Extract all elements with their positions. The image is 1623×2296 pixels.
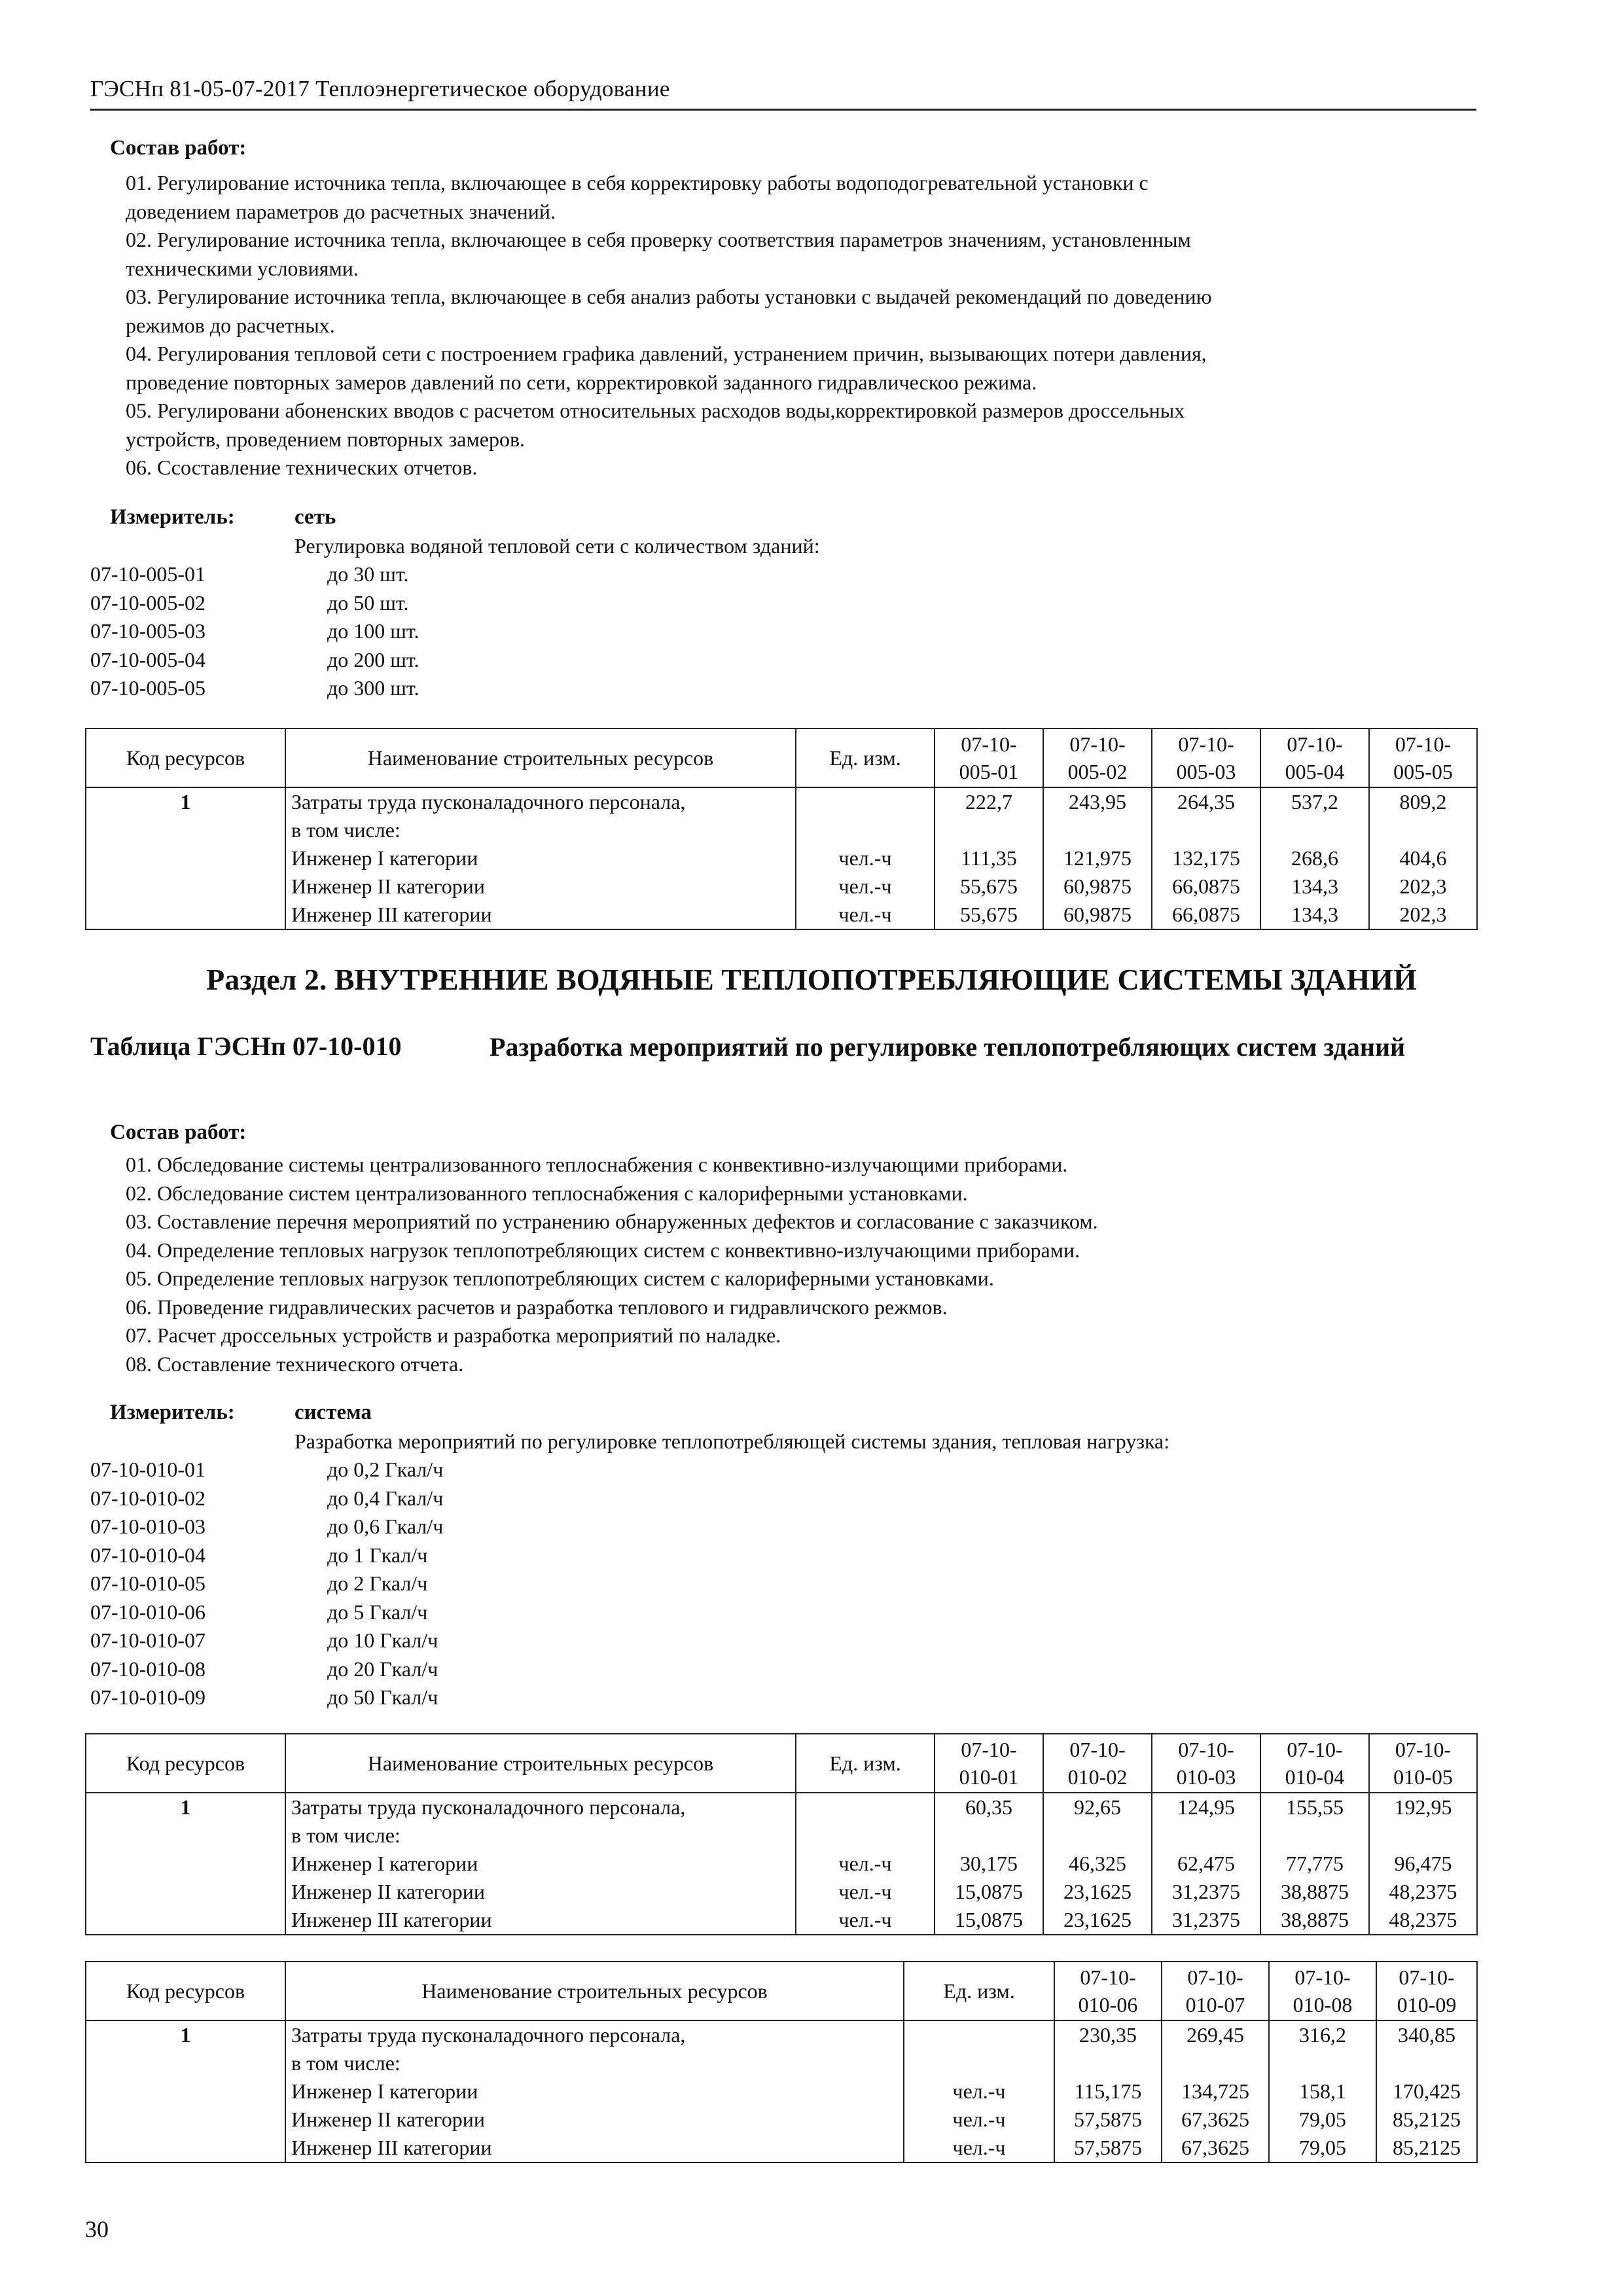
resource-values [1152, 787, 1260, 929]
resource-value: 134,3 [1291, 874, 1338, 898]
resource-value: 55,675 [960, 874, 1018, 898]
resource-value: 48,2375 [1389, 1880, 1457, 1903]
resource-name: Инженер I категории [291, 2079, 478, 2103]
header-column-code [1269, 1962, 1376, 2020]
code-description: до 300 шт. [327, 676, 419, 700]
resource-value: 96,475 [1394, 1852, 1452, 1875]
composition-heading: Состав работ: [110, 136, 247, 160]
composition-line: доведением параметров до расчетных значений. [126, 199, 556, 223]
meter-description: Регулировка водяной тепловой сети с количеством зданий: [294, 534, 820, 558]
resource-values [1376, 2020, 1477, 2162]
resource-value: 230,35 [1079, 2023, 1137, 2047]
resource-value: 170,425 [1393, 2079, 1461, 2103]
code-value: 07-10-010-09 [90, 1685, 205, 1709]
resource-value [940, 1821, 1037, 1850]
resource-unit [910, 2049, 1048, 2077]
resource-value: 92,65 [1074, 1795, 1121, 1819]
resource-name: Инженер II категории [291, 874, 485, 898]
resource-name: Инженер III категории [291, 2136, 492, 2159]
resource-value: 66,0875 [1172, 874, 1240, 898]
resource-table-010-b [85, 1961, 1478, 2163]
resource-value [1275, 2049, 1370, 2077]
header-column-part: 07-10- [1069, 1738, 1126, 1761]
resource-value: 55,675 [960, 903, 1018, 926]
composition-line: 02. Регулирование источника тепла, включающее в себя проверку соответствия параметров значениям, установленным [126, 228, 1191, 251]
table-title-text: Разработка мероприятий по регулировке теплопотребляющих систем зданий [490, 1032, 1406, 1062]
composition-line: 04. Регулирования тепловой сети с построением графика давлений, устранением причин, вызывающих потери давления, [126, 342, 1207, 365]
resource-value: 77,775 [1286, 1852, 1344, 1875]
resource-value: 85,2125 [1393, 2108, 1461, 2131]
resource-value: 23,1625 [1063, 1908, 1132, 1931]
composition-line: 03. Составление перечня мероприятий по устранению обнаруженных дефектов и согласование с заказчиком. [126, 1210, 1098, 1233]
header-column-code [1152, 728, 1260, 787]
composition-line: 05. Определение тепловых нагрузок теплопотребляющих систем с калориферными установками. [126, 1266, 994, 1290]
resource-name: Затраты труда пусконаладочного персонала, [291, 2023, 686, 2047]
header-column-part: 07-10- [1294, 1965, 1351, 1989]
resource-value: 111,35 [961, 846, 1017, 870]
resource-value: 537,2 [1291, 790, 1338, 814]
composition-line: 06. Ссоставление технических отчетов. [126, 456, 478, 479]
resource-name: в том числе: [291, 818, 401, 842]
resource-unit: чел.-ч [952, 2108, 1006, 2131]
resource-value: 202,3 [1399, 874, 1447, 898]
resource-units [796, 787, 935, 929]
resource-name: Инженер II категории [291, 1880, 485, 1903]
resource-value: 60,35 [965, 1795, 1012, 1819]
composition-line: 04. Определение тепловых нагрузок теплопотребляющих систем с конвективно-излучающими приборами. [126, 1238, 1080, 1262]
meter-unit: сеть [294, 505, 336, 529]
resource-values [1369, 787, 1477, 929]
resource-value: 38,8875 [1281, 1908, 1349, 1931]
resource-value: 79,05 [1299, 2136, 1346, 2159]
code-value: 07-10-010-06 [90, 1600, 205, 1624]
resource-value: 121,975 [1063, 846, 1132, 870]
resource-values [1162, 2020, 1269, 2162]
resource-values [935, 787, 1043, 929]
code-value: 07-10-010-05 [90, 1571, 205, 1595]
resource-value: 15,0875 [955, 1908, 1023, 1931]
resource-unit: чел.-ч [838, 903, 892, 926]
resource-value: 67,3625 [1181, 2136, 1249, 2159]
code-value: 07-10-010-01 [90, 1458, 205, 1481]
resource-name: Инженер III категории [291, 903, 492, 926]
resource-name: в том числе: [291, 1823, 401, 1847]
header-column-part: 005-02 [1067, 760, 1128, 783]
resource-name: Затраты труда пусконаладочного персонала, [291, 1795, 686, 1819]
code-value: 07-10-005-01 [90, 562, 205, 586]
header-code: Код ресурсов [86, 1962, 285, 2020]
resource-value: 134,3 [1291, 903, 1338, 926]
resource-value: 124,95 [1177, 1795, 1235, 1819]
table-title-label: Таблица ГЭСНп 07-10-010 [90, 1031, 402, 1061]
composition-line: 06. Проведение гидравлических расчетов и разработка теплового и гидравличского режмов. [126, 1295, 948, 1319]
resource-value: 31,2375 [1172, 1880, 1240, 1903]
resource-values [1260, 1793, 1369, 1935]
code-description: до 10 Гкал/ч [327, 1628, 438, 1652]
header-column-part: 010-04 [1285, 1765, 1345, 1789]
meter-label-2: Измеритель: [110, 1401, 235, 1424]
header-code: Код ресурсов [86, 1734, 285, 1793]
header-column-code [1152, 1734, 1260, 1793]
code-value: 07-10-005-04 [90, 647, 205, 672]
resource-name: в том числе: [291, 2051, 401, 2075]
header-column-part: 07-10- [1178, 732, 1234, 756]
resource-names [285, 1793, 796, 1935]
header-column-code [1369, 728, 1477, 787]
code-description: до 0,6 Гкал/ч [327, 1515, 444, 1538]
resource-value: 30,175 [960, 1852, 1018, 1875]
header-column-part: 005-04 [1285, 760, 1345, 783]
resource-name: Затраты труда пусконаладочного персонала, [291, 790, 686, 814]
resource-values [1369, 1793, 1477, 1935]
resource-unit [802, 788, 929, 816]
resource-unit: чел.-ч [838, 1880, 892, 1903]
resource-name: Инженер III категории [291, 1908, 492, 1931]
header-column-part: 010-02 [1067, 1765, 1128, 1789]
header-column-part: 07-10- [1069, 732, 1126, 756]
resource-value: 132,175 [1172, 846, 1240, 870]
resource-unit: чел.-ч [838, 1908, 892, 1931]
resource-value: 809,2 [1399, 790, 1447, 814]
resource-value: 155,55 [1286, 1795, 1344, 1819]
resource-value [1168, 2049, 1263, 2077]
code-description: до 1 Гкал/ч [327, 1543, 428, 1567]
resource-value: 134,725 [1181, 2079, 1249, 2103]
code-description: до 50 Гкал/ч [327, 1685, 438, 1709]
resource-value: 66,0875 [1172, 903, 1240, 926]
page-number: 30 [85, 2216, 109, 2242]
resource-value [1266, 1821, 1363, 1850]
section-title: Раздел 2. ВНУТРЕННИЕ ВОДЯНЫЕ ТЕПЛОПОТРЕБЛЯЮЩИЕ СИСТЕМЫ ЗДАНИЙ [206, 963, 1417, 996]
header-column-part: 010-06 [1078, 1993, 1138, 2017]
table-row [86, 1793, 1477, 1935]
resource-unit: чел.-ч [838, 1852, 892, 1875]
resource-value: 404,6 [1399, 846, 1447, 870]
resource-value: 38,8875 [1281, 1880, 1349, 1903]
header-column-code [1260, 1734, 1369, 1793]
header-column-part: 005-01 [959, 760, 1019, 783]
resource-values [935, 1793, 1043, 1935]
resource-values [1054, 2020, 1162, 2162]
resource-value: 23,1625 [1063, 1880, 1132, 1903]
header-column-part: 07-10- [1399, 1965, 1455, 1989]
resource-value [940, 816, 1037, 844]
header-column-code [1043, 1734, 1152, 1793]
header-unit: Ед. изм. [796, 728, 935, 787]
resource-value [1375, 816, 1471, 844]
code-value: 07-10-010-04 [90, 1543, 205, 1567]
code-value: 07-10-005-02 [90, 590, 205, 615]
resource-value: 243,95 [1069, 790, 1126, 814]
resource-unit [910, 2021, 1048, 2049]
code-description: до 200 шт. [327, 647, 419, 672]
resource-table-010-a [85, 1733, 1478, 1935]
code-value: 07-10-010-08 [90, 1657, 205, 1681]
composition-line: 07. Расчет дроссельных устройств и разработка мероприятий по наладке. [126, 1323, 781, 1347]
resource-value: 67,3625 [1181, 2108, 1249, 2131]
resource-value [1158, 816, 1255, 844]
code-description: до 50 шт. [327, 590, 409, 615]
resource-value: 269,45 [1186, 2023, 1244, 2047]
composition-line: устройств, проведением повторных замеров. [126, 427, 526, 451]
header-column-part: 005-05 [1393, 760, 1453, 783]
composition-line: режимов до расчетных. [126, 313, 335, 337]
meter-description-2: Разработка мероприятий по регулировке теплопотребляющей системы здания, тепловая нагрузка: [294, 1429, 1170, 1453]
composition-line: техническими условиями. [126, 256, 359, 280]
meter-unit-2: система [294, 1401, 372, 1424]
resource-unit [802, 1793, 929, 1821]
resource-code: 1 [86, 787, 285, 929]
resource-unit: чел.-ч [838, 874, 892, 898]
resource-unit [802, 1821, 929, 1850]
resource-values [1043, 787, 1152, 929]
composition-line: 03. Регулирование источника тепла, включающее в себя анализ работы установки с выдачей рекомендаций по доведению [126, 285, 1212, 308]
code-value: 07-10-005-05 [90, 676, 205, 700]
resource-value: 62,475 [1177, 1852, 1235, 1875]
resource-value: 15,0875 [955, 1880, 1023, 1903]
resource-value: 222,7 [965, 790, 1012, 814]
composition-line: 08. Составление технического отчета. [126, 1352, 464, 1376]
code-description: до 100 шт. [327, 619, 419, 643]
resource-code: 1 [86, 1793, 285, 1935]
resource-value [1049, 1821, 1146, 1850]
header-column-part: 010-07 [1185, 1993, 1245, 2017]
resource-unit: чел.-ч [952, 2079, 1006, 2103]
resource-value [1049, 816, 1146, 844]
composition-list [126, 169, 1211, 482]
resource-value: 202,3 [1399, 903, 1447, 926]
resource-values [1269, 2020, 1376, 2162]
header-column-part: 010-05 [1393, 1765, 1453, 1789]
header-column-code [1162, 1962, 1269, 2020]
resource-value: 48,2375 [1389, 1908, 1457, 1931]
code-description: до 5 Гкал/ч [327, 1600, 428, 1624]
header-column-part: 07-10- [1187, 1965, 1243, 1989]
header-name: Наименование строительных ресурсов [285, 1962, 904, 2020]
header-rule [90, 109, 1476, 111]
resource-name: Инженер II категории [291, 2108, 485, 2131]
resource-value: 158,1 [1299, 2079, 1346, 2103]
resource-units [796, 1793, 935, 1935]
header-column-code [1376, 1962, 1477, 2020]
header-column-part: 07-10- [1178, 1738, 1234, 1761]
resource-value: 60,9875 [1063, 874, 1132, 898]
header-column-part: 07-10- [1287, 1738, 1343, 1761]
resource-unit: чел.-ч [952, 2136, 1006, 2159]
header-column-part: 010-03 [1176, 1765, 1236, 1789]
header-column-code [1054, 1962, 1162, 2020]
code-value: 07-10-005-03 [90, 619, 205, 643]
header-column-code [1369, 1734, 1477, 1793]
header-column-part: 07-10- [1395, 1738, 1452, 1761]
resource-value: 60,9875 [1063, 903, 1132, 926]
header-column-part: 07-10- [961, 1738, 1017, 1761]
table-header-row [86, 1962, 1477, 2020]
header-column-code [935, 728, 1043, 787]
table-row [86, 787, 1477, 929]
composition-line: 01. Регулирование источника тепла, включающее в себя корректировку работы водоподогревательной установки с [126, 171, 1149, 194]
resource-value: 316,2 [1299, 2023, 1346, 2047]
table-header-row [86, 1734, 1477, 1793]
composition-line: 01. Обследование системы централизованного теплоснабжения с конвективно-излучающими приборами. [126, 1153, 1068, 1176]
code-description: до 0,2 Гкал/ч [327, 1458, 444, 1481]
resource-value: 79,05 [1299, 2108, 1346, 2131]
header-code: Код ресурсов [86, 728, 285, 787]
composition-line: 05. Регулировани абоненских вводов с расчетом относительных расходов воды,корректировкой размеров дроссельных [126, 399, 1185, 422]
code-value: 07-10-010-02 [90, 1486, 205, 1510]
table-header-row [86, 728, 1477, 787]
resource-name: Инженер I категории [291, 846, 478, 870]
header-column-part: 07-10- [1287, 732, 1343, 756]
table-row [86, 2020, 1477, 2162]
resource-value [1266, 816, 1363, 844]
code-value: 07-10-010-03 [90, 1515, 205, 1538]
header-column-part: 010-08 [1293, 1993, 1353, 2017]
resource-value: 46,325 [1069, 1852, 1126, 1875]
resource-name: Инженер I категории [291, 1852, 478, 1875]
header-unit: Ед. изм. [904, 1962, 1054, 2020]
code-description: до 30 шт. [327, 562, 409, 586]
resource-value [1158, 1821, 1255, 1850]
page-header: ГЭСНп 81-05-07-2017 Теплоэнергетическое оборудование [90, 76, 670, 101]
resource-names [285, 787, 796, 929]
header-column-code [935, 1734, 1043, 1793]
resource-unit [802, 816, 929, 844]
header-column-part: 010-01 [959, 1765, 1019, 1789]
header-column-part: 07-10- [961, 732, 1017, 756]
resource-value [1060, 2049, 1156, 2077]
resource-value: 264,35 [1177, 790, 1235, 814]
code-description: до 20 Гкал/ч [327, 1657, 438, 1681]
resource-value: 85,2125 [1393, 2136, 1461, 2159]
resource-names [285, 2020, 904, 2162]
resource-value: 57,5875 [1074, 2136, 1142, 2159]
header-column-code [1043, 728, 1152, 787]
header-column-part: 07-10- [1080, 1965, 1136, 1989]
resource-units [904, 2020, 1054, 2162]
resource-value: 340,85 [1398, 2023, 1455, 2047]
code-value: 07-10-010-07 [90, 1628, 205, 1652]
composition-line: 02. Обследование систем централизованного теплоснабжения с калориферными установками. [126, 1181, 968, 1205]
composition-line: проведение повторных замеров давлений по сети, корректировкой заданного гидравлическоо режима. [126, 370, 1037, 394]
header-unit: Ед. изм. [796, 1734, 935, 1793]
header-name: Наименование строительных ресурсов [285, 1734, 796, 1793]
header-column-part: 005-03 [1176, 760, 1236, 783]
resource-unit: чел.-ч [838, 846, 892, 870]
resource-value: 57,5875 [1074, 2108, 1142, 2131]
header-column-code [1260, 728, 1369, 787]
resource-value: 31,2375 [1172, 1908, 1240, 1931]
resource-code: 1 [86, 2020, 285, 2162]
resource-value [1375, 1821, 1471, 1850]
header-column-part: 010-09 [1397, 1993, 1457, 2017]
code-description: до 2 Гкал/ч [327, 1571, 428, 1595]
header-column-part: 07-10- [1395, 732, 1452, 756]
meter-label: Измеритель: [110, 505, 235, 529]
resource-values [1260, 787, 1369, 929]
composition-list-2 [126, 1151, 1098, 1378]
code-description: до 0,4 Гкал/ч [327, 1486, 444, 1510]
resource-value: 115,175 [1074, 2079, 1142, 2103]
resource-values [1043, 1793, 1152, 1935]
resource-table-005 [85, 728, 1478, 930]
header-name: Наименование строительных ресурсов [285, 728, 796, 787]
resource-value [1382, 2049, 1471, 2077]
composition-heading-2: Состав работ: [110, 1121, 247, 1144]
resource-value: 192,95 [1394, 1795, 1452, 1819]
resource-value: 268,6 [1291, 846, 1338, 870]
resource-values [1152, 1793, 1260, 1935]
